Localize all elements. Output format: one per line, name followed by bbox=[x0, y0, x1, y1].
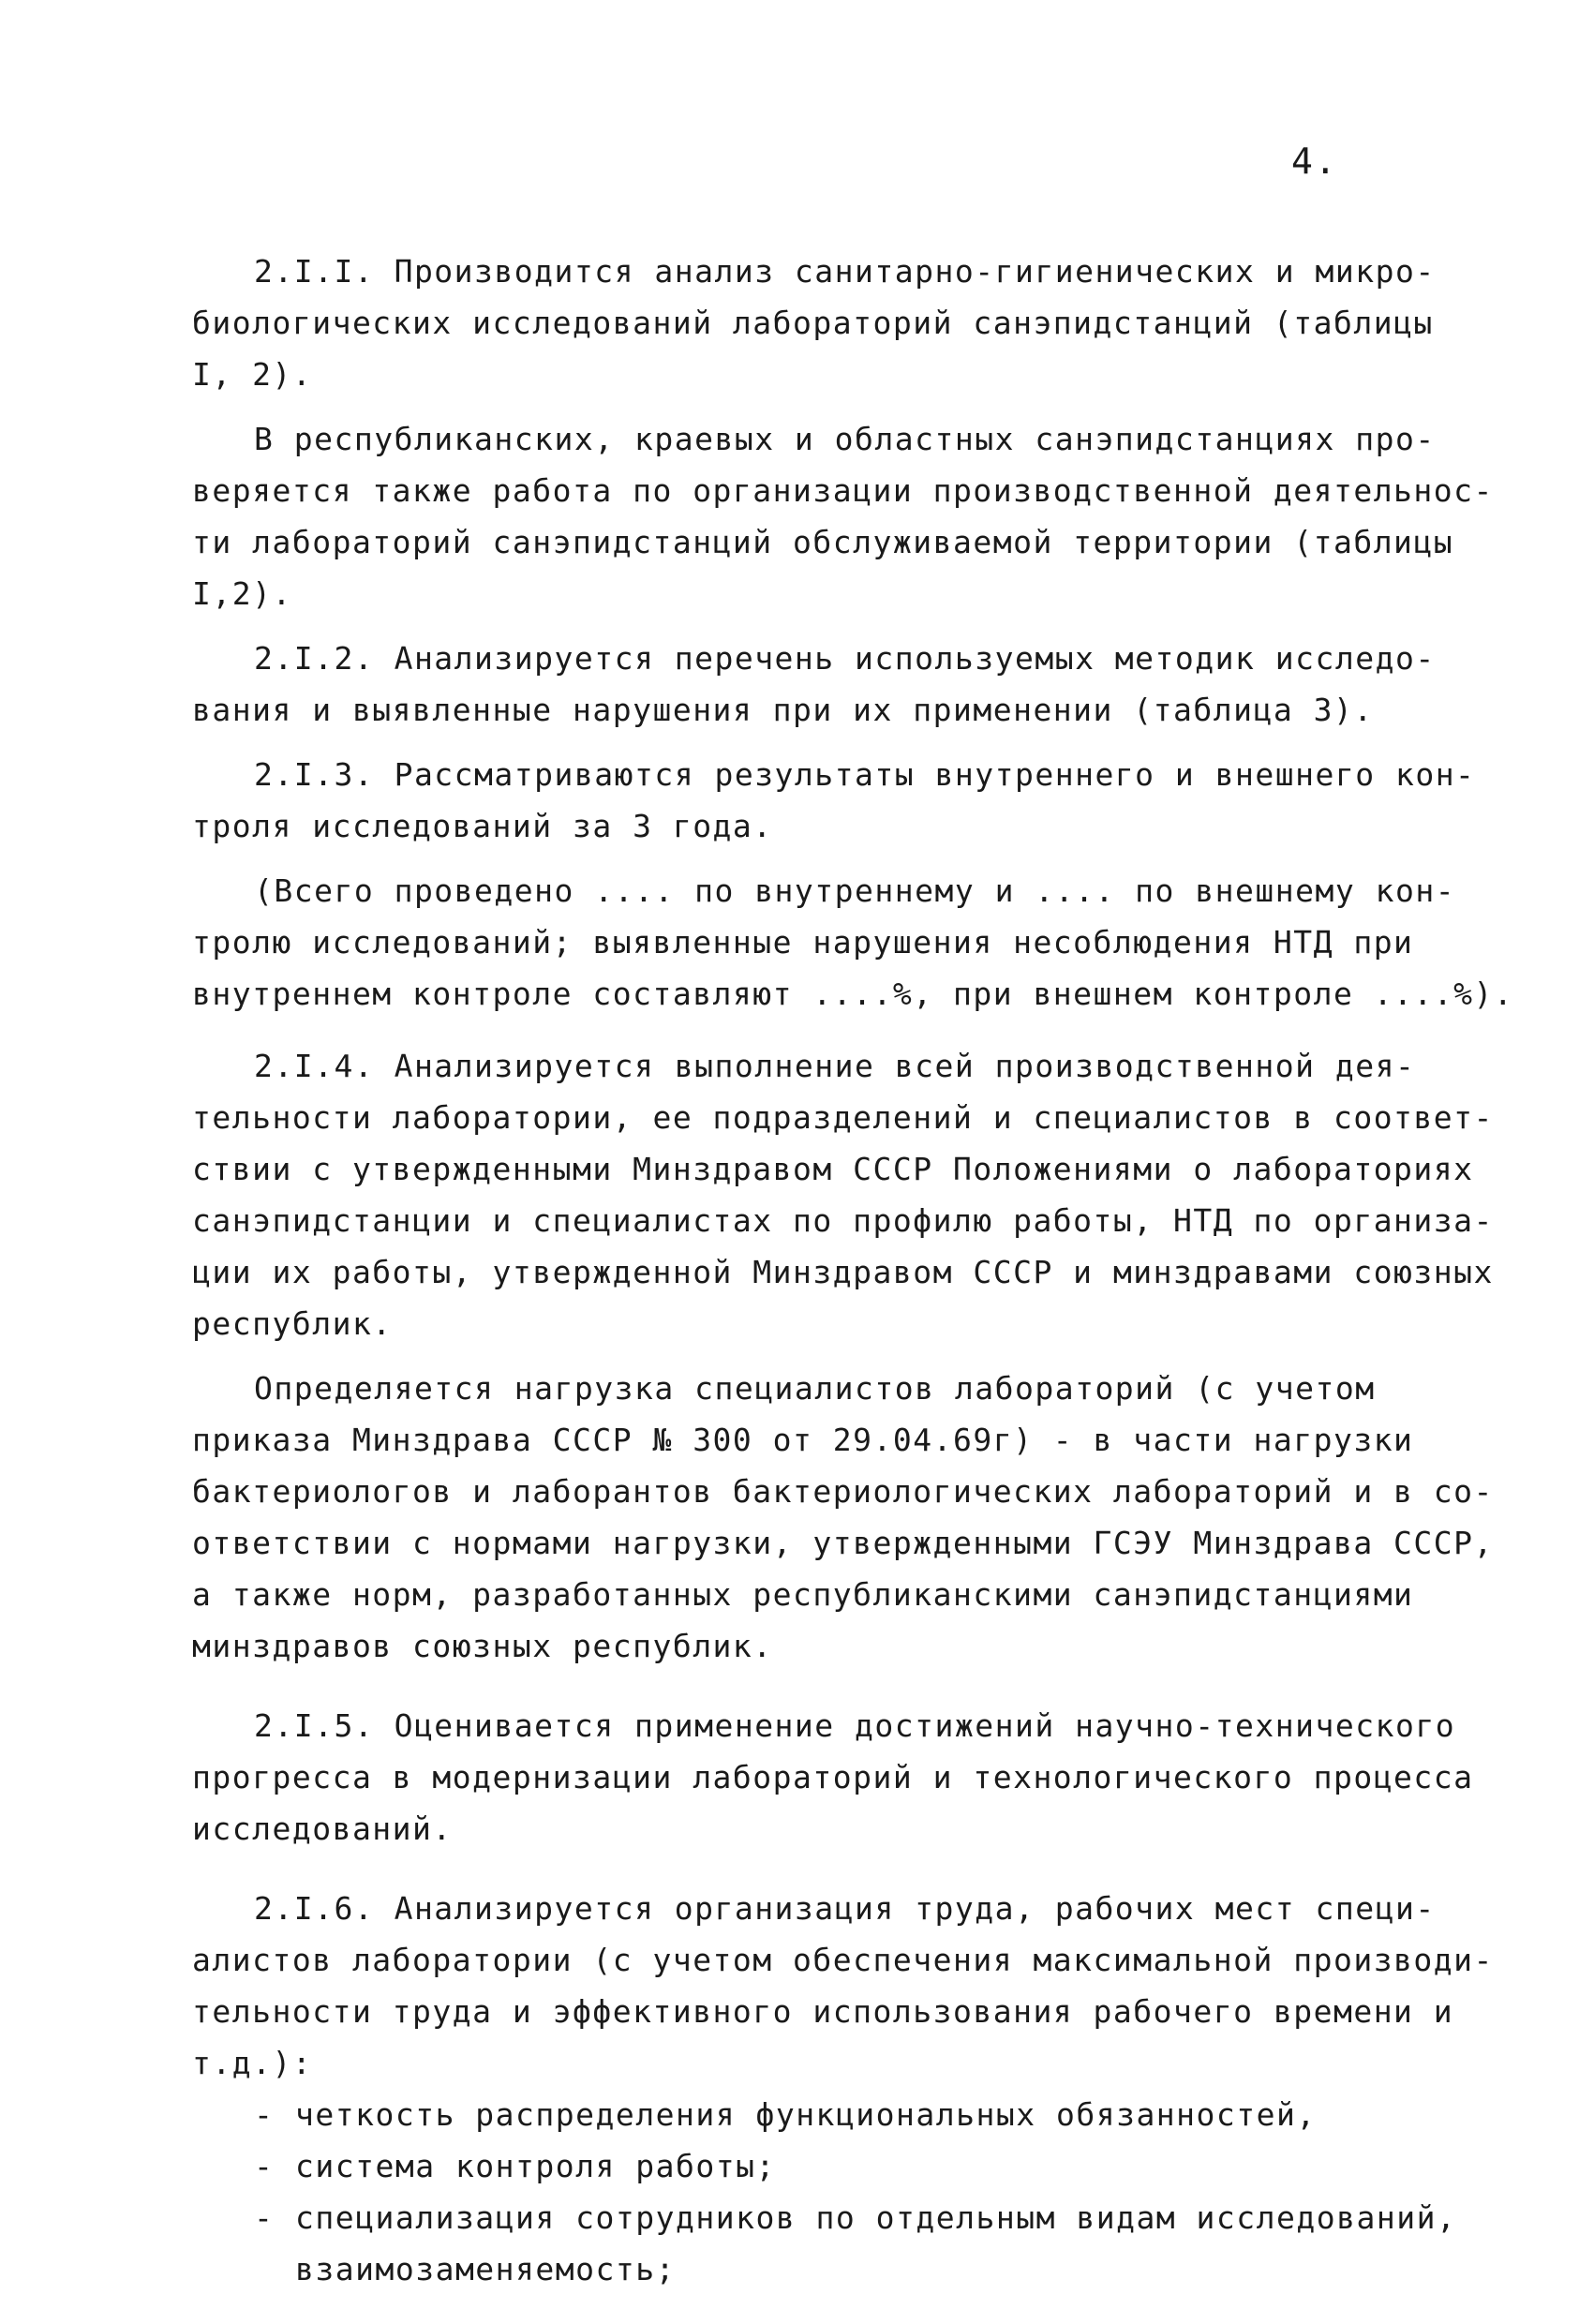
bullet-dash: - bbox=[254, 2148, 275, 2184]
text-line: специализация сотрудников по отдельным видам исследований, bbox=[295, 2199, 1457, 2236]
text-line: тельности труда и эффективного использования рабочего времени и bbox=[192, 1993, 1454, 2030]
paragraph-2-1-6 bbox=[192, 1883, 1494, 2089]
text-line: т.д.): bbox=[192, 2045, 313, 2081]
bullet-list bbox=[192, 2089, 1485, 2295]
paragraph-2-1-5 bbox=[192, 1700, 1485, 1855]
list-item bbox=[192, 2140, 1485, 2192]
list-item bbox=[192, 2192, 1485, 2295]
text-line: ствии с утвержденными Минздравом СССР Положениями о лабораториях bbox=[192, 1151, 1474, 1187]
text-line: прогресса в модернизации лабораторий и технологического процесса bbox=[192, 1759, 1474, 1795]
text-line: Определяется нагрузка специалистов лабораторий (с учетом bbox=[254, 1370, 1376, 1407]
text-line: 2.I.3. Рассматриваются результаты внутреннего и внешнего кон- bbox=[254, 756, 1476, 793]
text-line: алистов лаборатории (с учетом обеспечения максимальной производи- bbox=[192, 1942, 1494, 1978]
text-line: 2.I.I. Производится анализ санитарно-гигиенических и микро- bbox=[254, 253, 1436, 290]
text-line: а также норм, разработанных республиканскими санэпидстанциями bbox=[192, 1576, 1414, 1613]
text-line: ции их работы, утвержденной Минздравом СССР и минздравами союзных bbox=[192, 1254, 1494, 1290]
text-line: минздравов союзных республик. bbox=[192, 1628, 773, 1664]
paragraph-2-1-1 bbox=[192, 246, 1485, 400]
text-line: исследований. bbox=[192, 1810, 453, 1847]
text-line: 2.I.4. Анализируется выполнение всей производственной дея- bbox=[254, 1048, 1416, 1084]
text-line: веряется также работа по организации производственной деятельнос- bbox=[192, 472, 1494, 509]
text-line: санэпидстанции и специалистах по профилю работы, НТД по организа- bbox=[192, 1202, 1494, 1239]
text-line: ти лабораторий санэпидстанций обслуживаемой территории (таблицы bbox=[192, 524, 1454, 560]
text-line: взаимозаменяемость; bbox=[295, 2251, 676, 2287]
text-line: В республиканских, краевых и областных санэпидстанциях про- bbox=[254, 421, 1436, 457]
text-line: четкость распределения функциональных обязанностей, bbox=[295, 2096, 1317, 2133]
text-line: 2.I.6. Анализируется организация труда, рабочих мест специ- bbox=[254, 1890, 1436, 1927]
text-line: тролю исследований; выявленные нарушения несоблюдения НТД при bbox=[192, 924, 1414, 961]
document-body bbox=[192, 246, 1514, 2295]
paragraph-republican-stations bbox=[192, 413, 1494, 619]
text-line: I,2). bbox=[192, 575, 292, 612]
text-line: бактериологов и лаборантов бактериологических лабораторий и в со- bbox=[192, 1473, 1494, 1510]
text-line: приказа Минздрава СССР № 300 от 29.04.69г) - в части нагрузки bbox=[192, 1422, 1414, 1458]
paragraph-2-1-4 bbox=[192, 1040, 1494, 1349]
paragraph-2-1-3 bbox=[192, 749, 1485, 852]
list-item bbox=[192, 2089, 1485, 2140]
text-line: тельности лаборатории, ее подразделений и специалистов в соответ- bbox=[192, 1099, 1494, 1136]
paragraph-2-1-2 bbox=[192, 633, 1485, 736]
page-number: 4. bbox=[1291, 141, 1338, 182]
text-line: республик. bbox=[192, 1305, 393, 1342]
bullet-dash: - bbox=[254, 2199, 275, 2236]
text-line: троля исследований за 3 года. bbox=[192, 808, 773, 844]
text-line: I, 2). bbox=[192, 356, 313, 393]
text-line: 2.I.5. Оценивается применение достижений научно-технического bbox=[254, 1707, 1456, 1744]
text-line: биологических исследований лабораторий санэпидстанций (таблицы bbox=[192, 305, 1434, 341]
paragraph-workload bbox=[192, 1363, 1494, 1672]
text-line: внутреннем контроле составляют ....%, при внешнем контроле ....%). bbox=[192, 976, 1514, 1012]
text-line: ответствии с нормами нагрузки, утвержденными ГСЭУ Минздрава СССР, bbox=[192, 1525, 1494, 1561]
text-line: 2.I.2. Анализируется перечень используемых методик исследо- bbox=[254, 640, 1436, 677]
paragraph-control-totals bbox=[192, 865, 1514, 1020]
text-line: вания и выявленные нарушения при их применении (таблица 3). bbox=[192, 692, 1374, 728]
text-line: (Всего проведено .... по внутреннему и .... по внешнему кон- bbox=[254, 872, 1456, 909]
text-line: система контроля работы; bbox=[295, 2148, 776, 2184]
bullet-dash: - bbox=[254, 2096, 275, 2133]
